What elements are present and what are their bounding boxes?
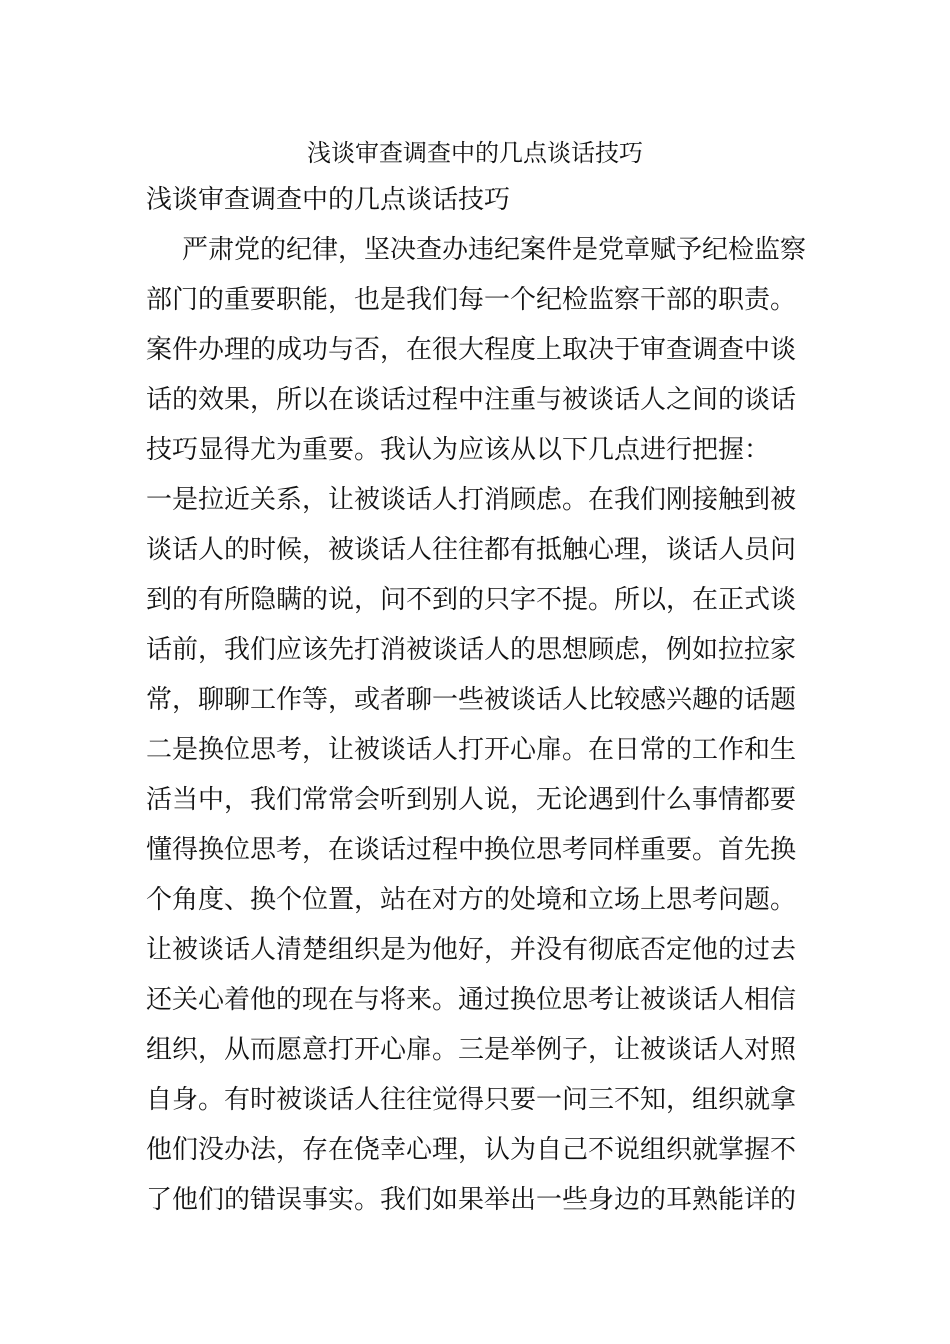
paragraph-line: 懂得换位思考，在谈话过程中换位思考同样重要。首先换 [146,835,797,865]
subtitle-line: 浅谈审查调查中的几点谈话技巧 [146,185,511,215]
paragraph-line: 谈话人的时候，被谈话人往往都有抵触心理，谈话人员问 [146,535,797,565]
document-title: 浅谈审查调查中的几点谈话技巧 [307,139,643,167]
paragraph-line: 自身。有时被谈话人往往觉得只要一问三不知，组织就拿 [146,1085,797,1115]
paragraph-line: 个角度、换个位置，站在对方的处境和立场上思考问题。 [146,885,797,915]
paragraph-line: 一是拉近关系，让被谈话人打消顾虑。在我们刚接触到被 [146,485,797,515]
paragraph-line: 严肃党的纪律，坚决查办违纪案件是党章赋予纪检监察 [182,235,807,265]
paragraph-line: 活当中，我们常常会听到别人说，无论遇到什么事情都要 [146,785,797,815]
paragraph-line: 话前，我们应该先打消被谈话人的思想顾虑，例如拉拉家 [146,635,797,665]
paragraph-line: 到的有所隐瞒的说，问不到的只字不提。所以，在正式谈 [146,585,797,615]
paragraph-line: 二是换位思考，让被谈话人打开心扉。在日常的工作和生 [146,735,797,765]
paragraph-line: 了他们的错误事实。我们如果举出一些身边的耳熟能详的 [146,1185,797,1215]
paragraph-line: 案件办理的成功与否，在很大程度上取决于审查调查中谈 [146,335,797,365]
paragraph-line: 让被谈话人清楚组织是为他好，并没有彻底否定他的过去 [146,935,797,965]
paragraph-line: 话的效果，所以在谈话过程中注重与被谈话人之间的谈话 [146,385,797,415]
paragraph-line: 部门的重要职能，也是我们每一个纪检监察干部的职责。 [146,285,797,315]
paragraph-line: 他们没办法，存在侥幸心理，认为自己不说组织就掌握不 [146,1135,797,1165]
paragraph-line: 常，聊聊工作等，或者聊一些被谈话人比较感兴趣的话题 [146,685,797,715]
paragraph-line: 组织，从而愿意打开心扉。三是举例子，让被谈话人对照 [146,1035,797,1065]
paragraph-line: 还关心着他的现在与将来。通过换位思考让被谈话人相信 [146,985,797,1015]
paragraph-line: 技巧显得尤为重要。我认为应该从以下几点进行把握： [146,435,771,465]
